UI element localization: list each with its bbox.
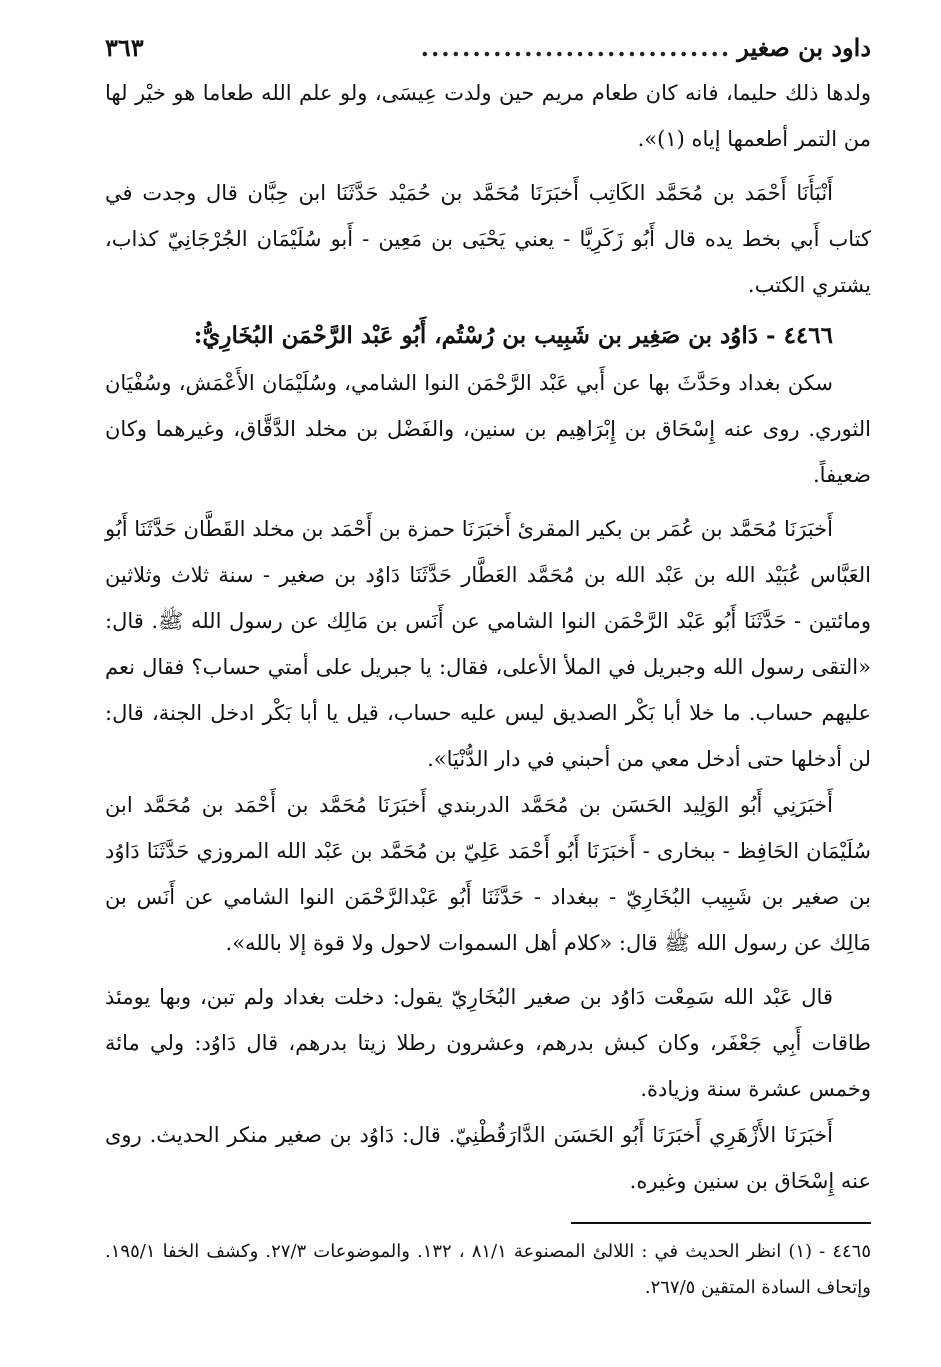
running-title: داود بن صغير (737, 33, 871, 62)
footnote: ٤٤٦٥ - (١) انظر الحديث في : اللالئ المصنوعة ٨١/١ ، ١٣٢. والموضوعات ٢٧/٣. وكشف الخفا ١٩٥/١. وإتحاف السادة المتقين ٢٦٧/٥. (105, 1241, 871, 1298)
paragraph-isnad-1: أَنْبَأَنَا أَحْمَد بن مُحَمَّد الكَاتِب أَخبَرَنَا مُحَمَّد بن حُمَيْد حَدَّثَنَا ابن حِبَّان قال وجدت في كتاب أَبي بخط يده قال أَبُو زَكَرِيَّا - يعني يَحْيَى بن مَعِين - أَبو سُلَيْمَان الجُرْجَانِيّ كذاب، يشتري الكتب. (105, 181, 871, 297)
paragraph-narration: قال عَبْد الله سَمِعْت دَاوُد بن صغير البُخَارِيّ يقول: دخلت بغداد ولم تبن، وبها يومئذ طاقات أَبِي جَعْفَر، وكان كبش بدرهم، وعشرون رطلا زيتا بدرهم، قال دَاوُد: ولي مائة وخمس عشرة سنة وزيادة. (105, 985, 871, 1101)
page-number: ٣٦٣ (105, 33, 144, 62)
paragraph-hadith-1: أَخبَرَنَا مُحَمَّد بن عُمَر بن بكير المقرئ أَخبَرَنَا حمزة بن أَحْمَد بن مخلد القَطَّان حَدَّثَنَا أَبُو العَبَّاس عُبَيْد الله بن عَبْد الله بن مُحَمَّد العَطَّار حَدَّثَنَا دَاوُد بن صغير - سنة ثلاث وثلاثين ومائتين - حَدَّثَنَا أَبُو عَبْد الرَّحْمَن النوا الشامي عن أَنَس بن مَالِك عن رسول الله ﷺ. قال: «التقى رسول الله وجبريل في الملأ الأعلى، فقال: يا جبريل على أمتي حساب؟ فقال نعم عليهم حساب. ما خلا أبا بَكْر الصديق ليس عليه حساب، قيل يا أبا بَكْر ادخل الجنة، قال: لن أدخلها حتى أدخل معي من أحبني في دار الدُّنْيَا». (105, 517, 871, 771)
paragraph-biography: سكن بغداد وحَدَّثَ بها عن أَبي عَبْد الرَّحْمَن النوا الشامي، وسُلَيْمَان الأَعْمَش، وسُفْيَان الثوري. روى عنه إِسْحَاق بن إِبْرَاهِيم بن سنين، والفَضْل بن مخلد الدَّقَّاق، وغيرهما وكان ضعيفاً. (105, 371, 871, 487)
main-text (105, 70, 871, 1204)
footnotes (105, 1234, 871, 1306)
paragraph-hadith-2: أَخبَرَنِي أَبُو الوَلِيد الحَسَن بن مُحَمَّد الدربندي أَخبَرَنَا مُحَمَّد بن أَحْمَد بن مُحَمَّد ابن سُلَيْمَان الحَافِظ - ببخارى - أَخبَرَنَا أَبُو أَحْمَد عَلِيّ بن مُحَمَّد بن عَبْد الله المروزي حَدَّثَنَا دَاوُد بن صغير بن شَبِيب البُخَارِيّ - ببغداد - حَدَّثَنَا أَبُو عَبْدالرَّحْمَن النوا الشامي عن أَنَس بن مَالِك عن رسول الله ﷺ قال: «كلام أهل السموات لاحول ولا قوة إلا بالله». (105, 793, 871, 955)
header-leader-dots: .............................. (420, 33, 732, 62)
running-header (105, 28, 871, 70)
entry-heading: ٤٤٦٦ - دَاوُد بن صَغِير بن شَبِيب بن رُسْتُم، أَبُو عَبْد الرَّحْمَن البُخَارِيُّ: (193, 322, 833, 349)
footnote-divider (571, 1222, 871, 1224)
paragraph-continuation: ولدها ذلك حليما، فانه كان طعام مريم حين ولدت عِيسَى، ولو علم الله طعاما هو خيْر لها من التمر أطعمها إياه (١)». (105, 81, 871, 151)
paragraph-verdict: أَخبَرَنَا الأَزْهَرِي أَخبَرَنَا أَبُو الحَسَن الدَّارَقُطْنِيّ. قال: دَاوُد بن صغير منكر الحديث. روى عنه إِسْحَاق بن سنين وغيره. (105, 1123, 871, 1193)
